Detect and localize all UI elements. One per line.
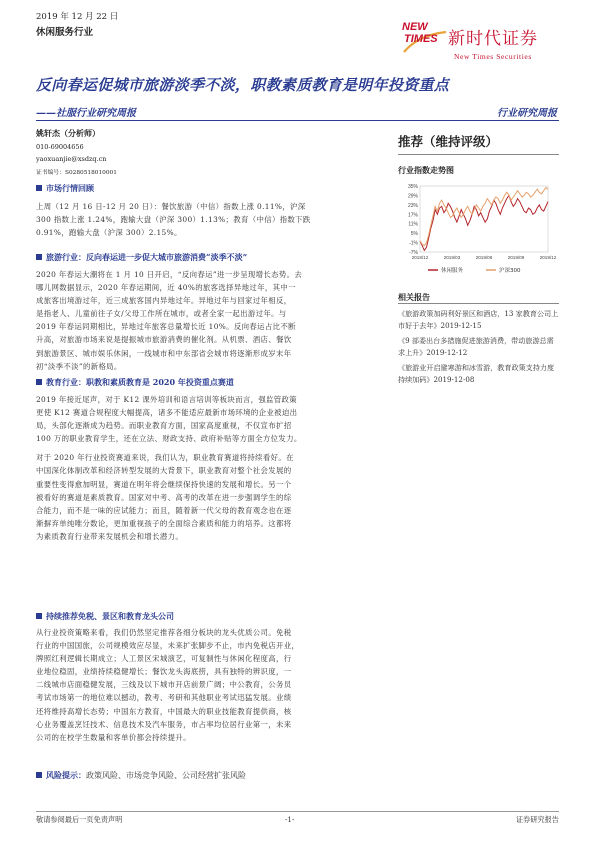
text-line: 升高，对旅游市场来说是提振城市旅游消费的催化剂。从机票、酒店、餐饮 [36,335,292,345]
section-body [36,393,380,543]
text-line: 业地位稳固，业绩持续稳健增长；餐饮龙头海底捞，具有独特的辨识度，一 [36,667,292,677]
section-heading: 教育行业：职教和素质教育是 2020 年投资重点赛道 [36,377,380,388]
text-line: 成旅客出境游过年，近三成旅客国内异地过年。异地过年与回家过年相反， [36,296,292,306]
square-bullet-icon [36,379,42,385]
logo-chinese-name: 新时代证券 [448,29,538,49]
industry-name: 休闲服务行业 [36,27,94,38]
section-heading: 风险提示：政策风险、市场竞争风险、公司经营扩张风险 [36,770,380,781]
y-tick-label: 35% [407,184,418,190]
text-line: 300 指数上涨 1.24%，跑输大盘（沪深 300）1.13%；教育（中信）指数下跌 [36,215,311,225]
analyst-email[interactable]: yaoxuanjie@xsdzq.cn [36,155,107,163]
x-tick-label: 2019/03 [443,255,461,260]
analyst-certificate: 证书编号：S0280518010001 [36,170,117,176]
text-line: 公司的在校学生数量和客单价都会持续提升。 [36,732,191,742]
analyst-name: 姚轩杰（分析师） [36,128,100,138]
x-tick-label: 2019/06 [475,255,493,260]
square-bullet-icon [36,185,42,191]
related-report-link[interactable]: 《旅游政策加码利好景区和酒店，13 家教育公司上市好于去年》2019-12-15 [398,309,559,330]
section-tourism [36,252,380,373]
logo-times-text: TIMES [404,33,438,45]
series-line [420,188,548,246]
footer-company: 证券研究报告 [515,815,559,824]
text-line: 更使 K12 赛道合规程度大幅提高，诸多不能适应最新市场环境的企业被迫出 [36,408,298,418]
section-risk [36,770,380,781]
text-line: 2019 年接近尾声，对于 K12 课外培训和语言培训等板块而言，强监管政策 [36,395,298,404]
square-bullet-icon [36,254,42,260]
text-line: 哪儿网数据显示，2020 年春运期间，近 40%的旅客选择异地过年，其中一 [36,283,296,293]
section-body [36,626,380,744]
square-bullet-icon [36,772,42,778]
text-line: 为素质教育行业带来发展机会和增长潜力。 [36,531,184,541]
y-tick-label: -7% [409,250,418,256]
text-line: 2019 年春运同期相比，异地过年旅客总量增长近 10%。反向春运占比不断 [36,322,296,332]
report-title: 反向春运促城市旅游淡季不淡，职教素质教育是明年投资重点 [36,76,450,94]
y-tick-label: 23% [407,202,418,209]
text-line: 行业的中国国旅，公司规模效应尽显，未来扩张脚步不止，市内免税店开业， [36,641,300,651]
section-recommendations [36,611,380,744]
legend-label: 沪深300 [499,268,521,274]
section-heading: 持续推荐免税、景区和教育龙头公司 [36,611,380,622]
text-line: 二线城市店面稳健发展，三线及以下城市开店前景广阔；中公教育，公务员 [36,680,292,690]
company-logo [402,22,560,68]
text-line: 从行业投资策略来看，我们仍然坚定推荐各细分板块的龙头优质公司。免税 [36,628,292,637]
text-line: 牌照红利逻辑长期成立；人工景区宋城演艺，可复制性与休闲化程度高，行 [36,654,292,664]
square-bullet-icon [36,613,42,619]
legend-label: 休闲服务 [441,268,464,274]
section-body [36,268,380,373]
footer-divider [36,811,559,812]
chart-title: 行业指数走势图 [398,165,454,175]
footer-disclaimer: 敬请参阅最后一页免责声明 [36,815,123,824]
logo-new-text: NEW [402,21,428,33]
y-tick-label: 29% [407,193,418,200]
text-line: 局，头部化逐渐成为趋势。而职业教育方面，国家高度重视，不仅宣布扩招 [36,421,292,431]
x-tick-label: 2019/12 [539,255,557,260]
page-number: -1- [285,815,295,824]
section-heading: 旅游行业：反向春运进一步促大城市旅游消费“淡季不淡” [36,252,380,263]
report-type: 行业研究周报 [497,108,557,119]
text-line: 合能力，而不是一味的应试能力；而且，随着新一代父母的教育观念也在逐 [36,505,292,515]
logo-english-name: New Times Securities [454,52,532,61]
section-market-review [36,183,380,239]
y-tick-label: -1% [409,240,418,247]
chart-svg [398,180,559,284]
rating: 推荐（维持评级） [398,134,499,149]
text-line: 中国深化体制改革和经济转型发展的大背景下，职业教育对整个社会发展的 [36,466,292,476]
text-line: 心业务覆盖烹饪技术、信息技术及汽车服务，市占率均位居行业第一，未来 [36,719,292,729]
related-report-link[interactable]: 《9 部委出台多措施促进旅游消费，带动旅游总需求上升》2019-12-12 [398,336,554,357]
text-line: 考试市场第一的地位难以撼动，教考、考研和其他职业考试迅猛发展。业绩 [36,693,292,703]
text-line: 初“淡季不淡”的新格局。 [36,361,122,371]
analyst-phone: 010-69004656 [36,143,84,151]
y-tick-label: 5% [410,231,418,238]
text-line: 被看好的赛道是素质教育。国家对中考、高考的改革在进一步强调学生的综 [36,492,292,502]
text-line: 对于 2020 年行业投资赛道来说，我们认为，职业教育赛道将持续看好。在 [36,453,294,463]
report-subtitle: ——社服行业研究周报 [36,108,136,119]
text-line: 重要性变得愈加明显，赛道在明年将会继续保持快速的发展和增长。另一个 [36,479,292,489]
text-line: 渐摒弃单纯唯分数论，更加重视孩子的全面综合素质和能力的培养。这都将 [36,518,292,528]
title-divider [36,120,559,121]
x-tick-label: 2019/09 [507,255,525,260]
text-line: 0.91%，跑输大盘（沪深 300）2.15%。 [36,228,182,238]
related-reports-title: 相关报告 [398,292,430,302]
related-reports-divider [398,303,559,304]
text-line: 2020 年春运大潮将在 1 月 10 日开启，“反向春运”进一步呈现增长态势。去 [36,270,303,279]
related-report-link[interactable]: 《旅游业开启避寒游和冰雪游，教育政策支持力度持续加码》2019-12-08 [398,363,555,384]
text-line: 上周（12 月 16 日-12 月 20 日）：餐饮旅游（中信）指数上涨 0.11%，沪深 [36,202,306,211]
text-line: 到旅游景区、城市娱乐休闲，一线城市和中东部省会城市将逐渐形成岁末年 [36,348,292,358]
y-tick-label: 11% [408,221,418,228]
section-body [36,200,380,239]
y-tick-label: 17% [407,212,418,219]
report-date: 2019 年 12 月 22 日 [36,12,119,22]
section-education [36,377,380,543]
text-line: 还将维持高增长态势；中国东方教育，中国最大的职业技能教育提供商，核 [36,706,292,716]
rating-divider [398,154,559,155]
index-trend-chart [398,180,559,284]
risk-list: 政策风险、市场竞争风险、公司经营扩张风险 [86,771,246,780]
text-line: 100 万的职业教育学生，还在立法、财政支持、政府补贴等方面全方位发力。 [36,434,302,444]
x-tick-label: 2018/12 [411,255,429,260]
section-heading: 市场行情回顾 [36,183,380,194]
text-line: 是指老人、儿童前往子女/父母工作所在城市，或者全家一起出游过年。与 [36,309,287,319]
